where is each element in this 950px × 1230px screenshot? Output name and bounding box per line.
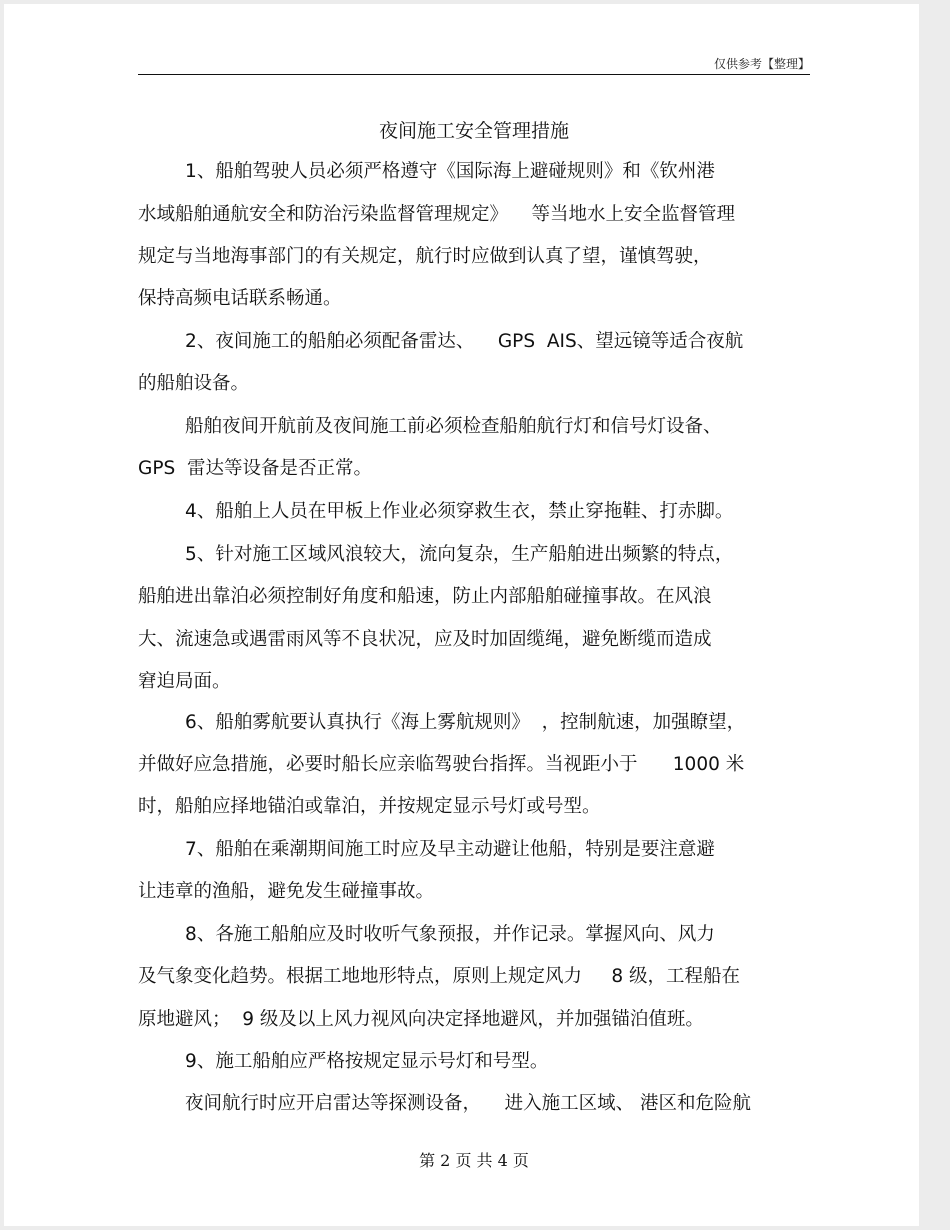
document-title: 夜间施工安全管理措施 xyxy=(378,120,569,142)
body-line: 6、船舶雾航要认真执行《海上雾航规则》 ，控制航速，加强瞭望， xyxy=(138,712,746,733)
body-line: 大、流速急或遇雷雨风等不良状况，应及时加固缆绳，避免断缆而造成 xyxy=(138,629,712,650)
page-number-footer: 第 2 页 共 4 页 xyxy=(419,1151,529,1170)
body-line: GPS 雷达等设备是否正常。 xyxy=(138,458,372,479)
body-line: 及气象变化趋势。根据工地地形特点，原则上规定风力 8 级，工程船在 xyxy=(138,966,741,987)
body-line: 保持高频电话联系畅通。 xyxy=(138,288,342,309)
body-line: 夜间航行时应开启雷达等探测设备， 进入施工区域、 港区和危险航 xyxy=(138,1093,751,1114)
body-line: 船舶进出靠泊必须控制好角度和船速，防止内部船舶碰撞事故。在风浪 xyxy=(138,586,712,607)
body-line: 让违章的渔船，避免发生碰撞事故。 xyxy=(138,881,435,902)
body-line: 水域船舶通航安全和防治污染监督管理规定》 等当地水上安全监督管理 xyxy=(138,204,736,225)
body-line: 2、夜间施工的船舶必须配备雷达、 GPS AIS、望远镜等适合夜航 xyxy=(138,331,744,352)
body-line: 4、船舶上人员在甲板上作业必须穿救生衣，禁止穿拖鞋、打赤脚。 xyxy=(138,501,734,522)
body-line: 7、船舶在乘潮期间施工时应及早主动避让他船，特别是要注意避 xyxy=(138,839,715,860)
body-line: 规定与当地海事部门的有关规定，航行时应做到认真了望，谨慎驾驶， xyxy=(138,246,712,267)
header-divider xyxy=(138,74,810,75)
body-line: 原地避风； 9 级及以上风力视风向决定择地避风，并加强锚泊值班。 xyxy=(138,1009,704,1030)
body-line: 并做好应急措施，必要时船长应亲临驾驶台指挥。当视距小于 1000 米 xyxy=(138,754,745,775)
body-line: 1、船舶驾驶人员必须严格遵守《国际海上避碰规则》和《钦州港 xyxy=(138,161,715,182)
body-line: 船舶夜间开航前及夜间施工前必须检查船舶航行灯和信号灯设备、 xyxy=(138,416,722,437)
body-line: 窘迫局面。 xyxy=(138,671,231,692)
body-line: 的船舶设备。 xyxy=(138,373,250,394)
header-reference-note: 仅供参考【整理】 xyxy=(713,57,810,71)
body-line: 8、各施工船舶应及时收听气象预报，并作记录。掌握风向、风力 xyxy=(138,924,715,945)
body-line: 9、施工船舶应严格按规定显示号灯和号型。 xyxy=(138,1051,549,1072)
document-page xyxy=(4,4,919,1226)
body-line: 5、针对施工区域风浪较大，流向复杂，生产船舶进出频繁的特点， xyxy=(138,544,734,565)
body-line: 时，船舶应择地锚泊或靠泊，并按规定显示号灯或号型。 xyxy=(138,796,601,817)
